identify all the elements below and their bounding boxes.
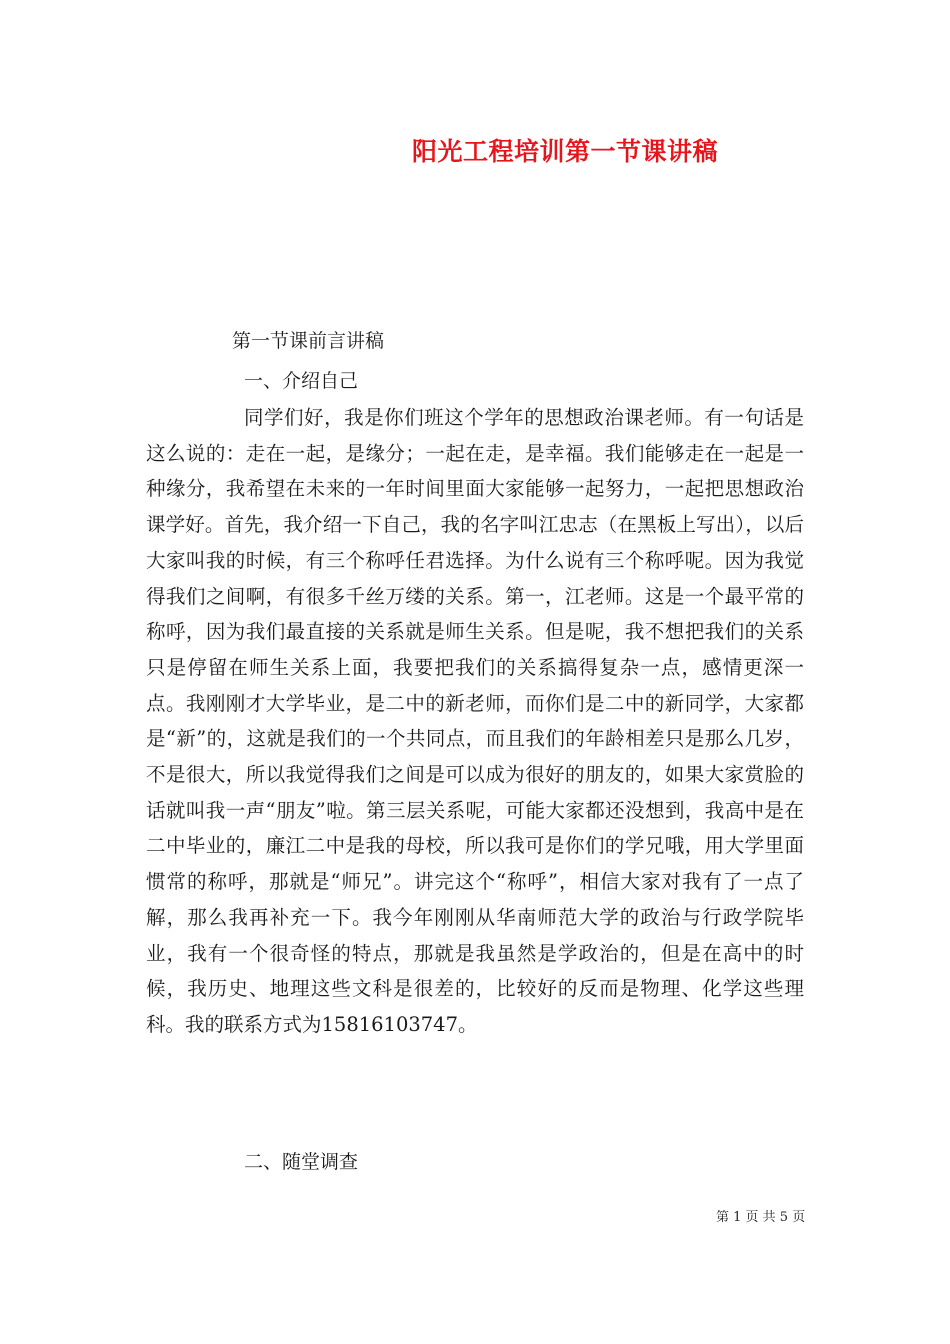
document-title: 阳光工程培训第一节课讲稿 bbox=[411, 137, 718, 166]
section-heading-introduce: 一、介绍自己 bbox=[244, 370, 359, 392]
lecture-subtitle: 第一节课前言讲稿 bbox=[232, 330, 385, 352]
page-number: 第 1 页 共 5 页 bbox=[716, 1210, 806, 1225]
section-body-introduce: 同学们好，我是你们班这个学年的思想政治课老师。有一句话是这么说的：走在一起，是缘分；一起在走，是幸福。我们能够走在一起是一种缘分，我希望在未来的一年时间里面大家能够一起努力，一起把思想政治课学好。首先，我介绍一下自己，我的名字叫江忠志（在黑板上写出），以后大家叫我的时候，有三个称呼任君选择。为什么说有三个称呼呢。因为我觉得我们之间啊，有很多千丝万缕的关系。第一，江老师。这是一个最平常的称呼，因为我们最直接的关系就是师生关系。但是呢，我不想把我们的关系只是停留在师生关系上面，我要把我们的关系搞得复杂一点，感情更深一点。我刚刚才大学毕业，是二中的新老师，而你们是二中的新同学，大家都是“新”的，这就是我们的一个共同点，而且我们的年龄相差只是那么几岁，不是很大，所以我觉得我们之间是可以成为很好的朋友的，如果大家赏脸的话就叫我一声“朋友”啦。第三层关系呢，可能大家都还没想到，我高中是在二中毕业的，廉江二中是我的母校，所以我可是你们的学兄哦，用大学里面惯常的称呼，那就是“师兄”。讲完这个“称呼”，相信大家对我有了一点了解，那么我再补充一下。我今年刚刚从华南师范大学的政治与行政学院毕业，我有一个很奇怪的特点，那就是我虽然是学政治的，但是在高中的时候，我历史、地理这些文科是很差的，比较好的反而是物理、化学这些理科。我的联系方式为15816103747。 bbox=[146, 406, 804, 1036]
section-heading-survey: 二、随堂调查 bbox=[244, 1151, 359, 1173]
